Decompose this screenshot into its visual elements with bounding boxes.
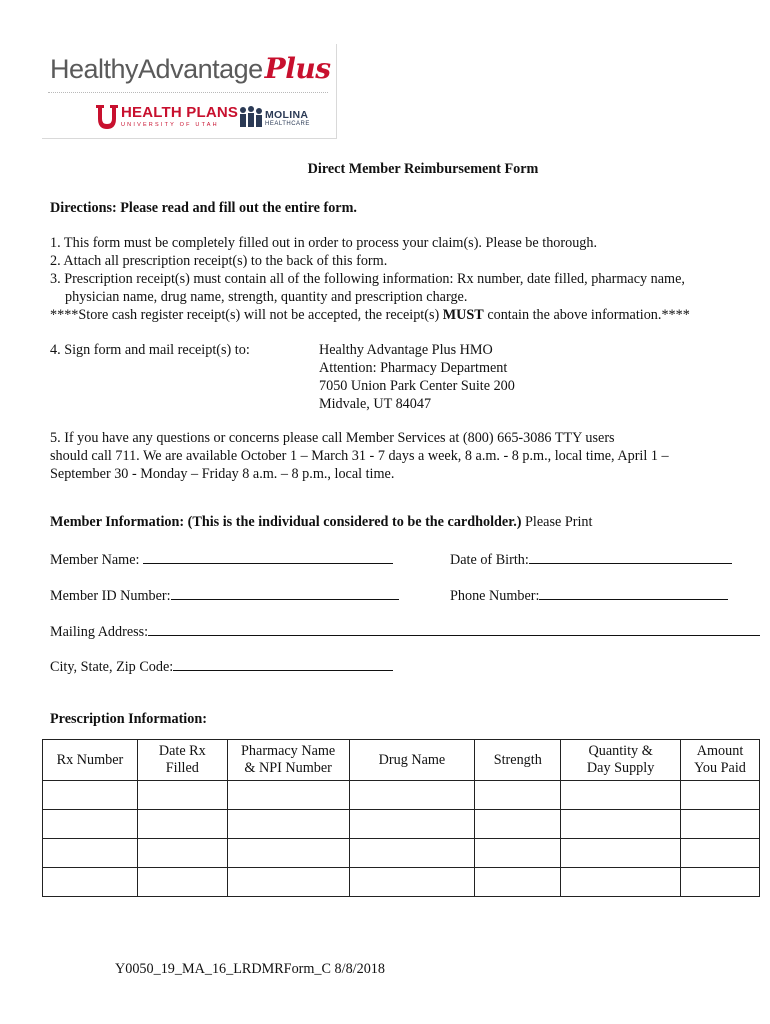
member-info-heading: [50, 514, 592, 531]
molina-text: MOLINA: [265, 109, 309, 121]
address-line-4: Midvale, UT 84047: [319, 396, 432, 412]
molina-sub-text: HEALTHCARE: [265, 121, 310, 127]
table-cell[interactable]: [681, 781, 760, 810]
table-row: [43, 839, 760, 868]
table-cell[interactable]: [137, 839, 227, 868]
instruction-1: 1. This form must be completely filled out in order to process your claim(s). Please be thorough.: [50, 235, 598, 251]
col-quantity: [561, 740, 681, 781]
col-date-filled-line1: Date Rx: [158, 743, 206, 759]
table-cell[interactable]: [43, 839, 138, 868]
table-cell[interactable]: [227, 781, 349, 810]
receipt-note-must: MUST: [442, 307, 484, 323]
university-of-utah-u-icon: [95, 104, 119, 130]
instruction-5: 5. If you have any questions or concerns please call Member Services at (800) 665-3086 TTY users: [50, 430, 615, 446]
molina-people-icon: [238, 106, 264, 128]
member-id-label: Member ID Number:: [50, 588, 171, 604]
col-pharmacy-line2: & NPI Number: [244, 760, 332, 776]
col-quantity-line2: Day Supply: [586, 760, 655, 776]
table-row: [43, 781, 760, 810]
dob-field[interactable]: [450, 549, 732, 569]
health-plans-text: HEALTH PLANS: [121, 104, 239, 121]
member-id-input[interactable]: [171, 585, 399, 600]
address-line-2: Attention: Pharmacy Department: [319, 360, 508, 376]
logo-brand-plus: Plus: [264, 52, 331, 85]
table-cell[interactable]: [475, 781, 561, 810]
table-row: [43, 810, 760, 839]
phone-input[interactable]: [539, 585, 728, 600]
member-name-input[interactable]: [143, 549, 393, 564]
form-title: [0, 161, 770, 178]
table-cell[interactable]: [681, 810, 760, 839]
table-cell[interactable]: [475, 868, 561, 897]
member-id-field[interactable]: [50, 585, 399, 605]
col-rx-number-label: Rx Number: [56, 751, 124, 768]
col-rx-number: [43, 740, 138, 781]
healthy-advantage-plus-logo: [50, 52, 330, 85]
table-cell[interactable]: [561, 781, 681, 810]
phone-field[interactable]: [450, 585, 728, 605]
instruction-2: 2. Attach all prescription receipt(s) to the back of this form.: [50, 253, 388, 269]
table-row: [43, 868, 760, 897]
phone-label: Phone Number:: [450, 588, 540, 604]
table-cell[interactable]: [349, 781, 475, 810]
col-amount: [681, 740, 760, 781]
table-cell[interactable]: [681, 868, 760, 897]
table-cell[interactable]: [227, 839, 349, 868]
table-cell[interactable]: [475, 839, 561, 868]
mailing-address-label: Mailing Address:: [50, 624, 149, 640]
logo-divider: [48, 92, 328, 93]
prescription-table-body: [43, 781, 760, 897]
table-cell[interactable]: [349, 810, 475, 839]
form-title-text: Direct Member Reimbursement Form: [307, 161, 539, 177]
col-date-filled-line2: Filled: [165, 760, 199, 776]
form-footer-code: Y0050_19_MA_16_LRDMRForm_C 8/8/2018: [115, 961, 385, 977]
city-state-zip-label: City, State, Zip Code:: [50, 659, 174, 675]
address-line-1: Healthy Advantage Plus HMO: [319, 342, 493, 358]
please-print-text: Please Print: [525, 514, 593, 530]
prescription-table: [42, 739, 760, 897]
mailing-address-field[interactable]: [50, 621, 760, 641]
table-cell[interactable]: [561, 810, 681, 839]
instruction-5-cont-1: should call 711. We are available October 1 – March 31 - 7 days a week, 8 a.m. - 8 p.m., local time, April 1 –: [50, 448, 669, 464]
col-strength-label: Strength: [493, 751, 542, 768]
directions-heading: Directions: Please read and fill out the entire form.: [50, 200, 357, 216]
university-text: UNIVERSITY OF UTAH: [121, 122, 219, 128]
mailing-address-input[interactable]: [148, 621, 760, 636]
member-name-field[interactable]: [50, 549, 393, 569]
table-cell[interactable]: [561, 868, 681, 897]
prescription-info-heading: Prescription Information:: [50, 711, 207, 727]
col-amount-line2: You Paid: [694, 760, 746, 776]
instruction-5-cont-2: September 30 - Monday – Friday 8 a.m. – 8 p.m., local time.: [50, 466, 395, 482]
member-info-heading-text: Member Information: (This is the individual considered to be the cardholder.): [50, 514, 522, 530]
instruction-3: 3. Prescription receipt(s) must contain all of the following information: Rx number, date filled, pharmacy name,: [50, 271, 685, 287]
col-date-filled: [137, 740, 227, 781]
table-cell[interactable]: [137, 868, 227, 897]
address-line-3: 7050 Union Park Center Suite 200: [319, 378, 515, 394]
col-strength: [475, 740, 561, 781]
receipt-note-pre: ****Store cash register receipt(s) will not be accepted, the receipt(s): [50, 307, 440, 323]
col-drug-name: [349, 740, 475, 781]
col-pharmacy: [227, 740, 349, 781]
city-state-zip-input[interactable]: [173, 656, 393, 671]
city-state-zip-field[interactable]: [50, 656, 393, 676]
table-cell[interactable]: [43, 810, 138, 839]
table-cell[interactable]: [349, 868, 475, 897]
dob-input[interactable]: [529, 549, 732, 564]
instruction-3-cont: physician name, drug name, strength, quantity and prescription charge.: [65, 289, 468, 305]
table-cell[interactable]: [349, 839, 475, 868]
logo-brand-main: HealthyAdvantage: [50, 54, 263, 84]
col-pharmacy-line1: Pharmacy Name: [241, 743, 336, 759]
dob-label: Date of Birth:: [450, 552, 529, 568]
table-cell[interactable]: [137, 810, 227, 839]
table-cell[interactable]: [561, 839, 681, 868]
col-amount-line1: Amount: [696, 743, 744, 759]
table-cell[interactable]: [43, 868, 138, 897]
receipt-note: [50, 307, 690, 324]
receipt-note-post: contain the above information.****: [487, 307, 690, 323]
table-cell[interactable]: [227, 810, 349, 839]
instruction-4: 4. Sign form and mail receipt(s) to:: [50, 342, 250, 358]
table-cell[interactable]: [137, 781, 227, 810]
table-cell[interactable]: [227, 868, 349, 897]
col-quantity-line1: Quantity &: [588, 743, 653, 759]
col-drug-name-label: Drug Name: [378, 751, 446, 768]
table-cell[interactable]: [43, 781, 138, 810]
table-cell[interactable]: [475, 810, 561, 839]
prescription-table-header: [43, 740, 760, 781]
member-name-label: Member Name:: [50, 552, 140, 568]
table-cell[interactable]: [681, 839, 760, 868]
